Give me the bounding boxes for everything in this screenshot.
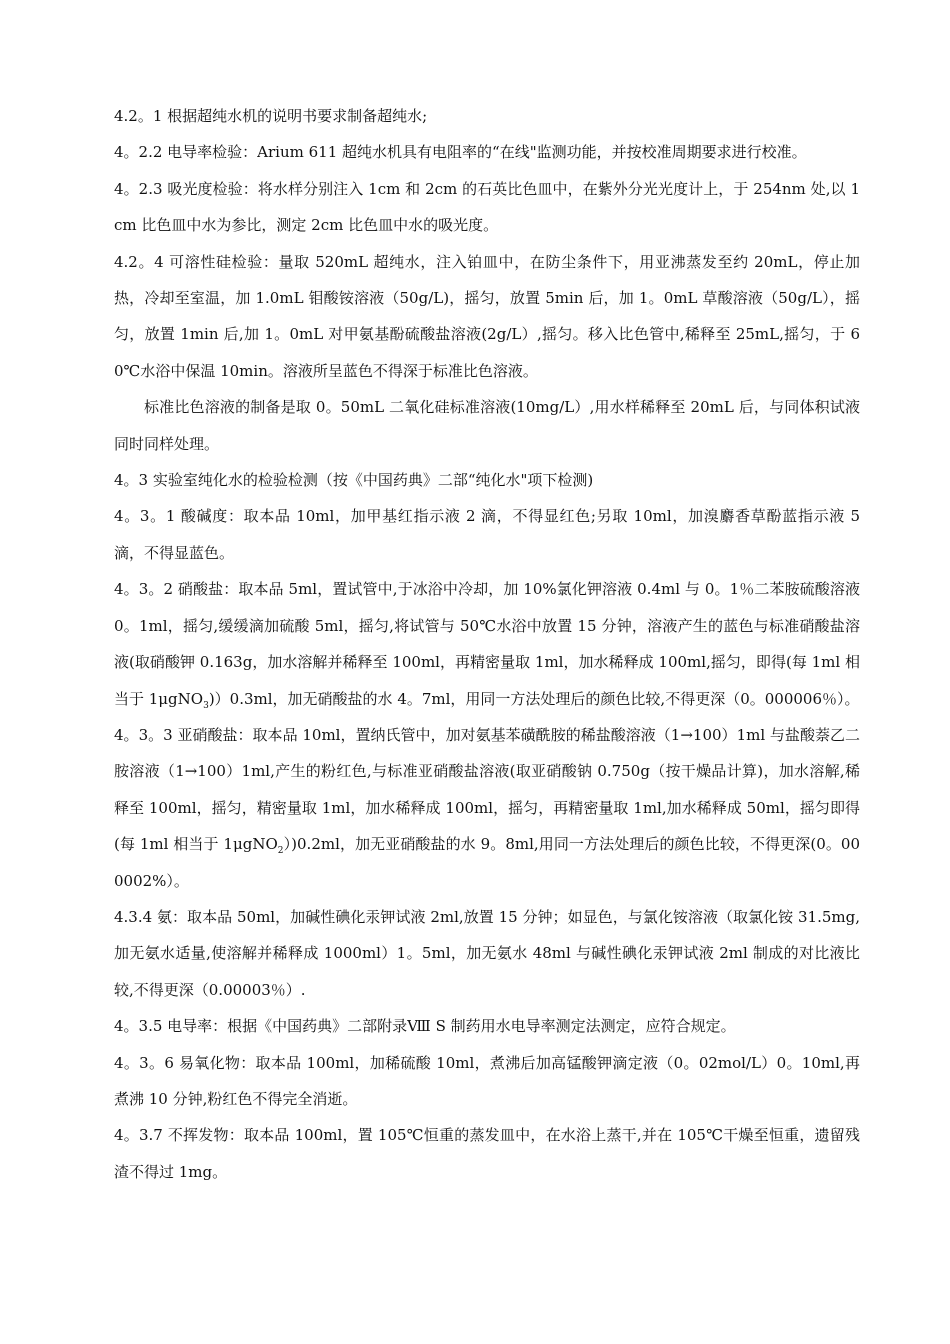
paragraph-4-3-2-part-b: )）0.3ml，加无硝酸盐的水 4。7ml，用同一方法处理后的颜色比较,不得更深（0。000006％）。 xyxy=(208,689,860,708)
paragraph-4-2-3: 4。2.3 吸光度检验：将水样分别注入 1cm 和 2cm 的石英比色皿中，在紫外分光光度计上，于 254nm 处,以 1cm 比色皿中水为参比，测定 2cm 比色皿中水的吸光度。 xyxy=(114,179,860,235)
paragraph-standard-solution: 标准比色溶液的制备是取 0。50mL 二氧化硅标准溶液(10mg/L）,用水样稀释至 20mL 后，与同体积试液同时同样处理。 xyxy=(114,398,860,453)
paragraph-4-3-3-part-b: ）)0.2ml，加无亚硝酸盐的水 9。8ml,用同一方法处理后的颜色比较，不得更深(0。000002%）。 xyxy=(114,835,860,890)
paragraph-4-3-2 xyxy=(114,571,860,717)
paragraph-4-3-heading: 4。3 实验室纯化水的检验检测（按《中国药典》二部“纯化水"项下检测) xyxy=(114,471,594,490)
paragraph-4-3-3 xyxy=(114,717,860,899)
paragraph-4-3-5: 4。3.5 电导率：根据《中国药典》二部附录Ⅷ S 制药用水电导率测定法测定，应符合规定。 xyxy=(114,1017,736,1036)
document-page xyxy=(114,98,860,1190)
paragraph-4-3-7: 4。3.7 不挥发物：取本品 100ml，置 105℃恒重的蒸发皿中，在水浴上蒸干,并在 105℃干燥至恒重，遗留残渣不得过 1mg。 xyxy=(114,1126,860,1181)
nitrate-subscript: 3 xyxy=(203,700,209,711)
paragraph-4-3-6: 4。3。6 易氧化物：取本品 100ml，加稀硫酸 10ml，煮沸后加高锰酸钾滴定液（0。02mol/L）0。10ml,再煮沸 10 分钟,粉红色不得完全消逝。 xyxy=(114,1053,860,1108)
paragraph-4-3-3-part-a: 4。3。3 亚硝酸盐：取本品 10ml，置纳氏管中，加对氨基苯磺酰胺的稀盐酸溶液（1→100）1ml 与盐酸萘乙二胺溶液（1→100）1ml,产生的粉红色,与标准亚硝酸盐溶液(取亚硝酸钠 0.750g（按干燥品计算)，加水溶解,稀释至 100ml，摇匀，精密量取 1ml，加水稀释成 100ml，摇匀，再精密量取 1ml,加水稀释成 50ml，摇匀即得(每 1ml 相当于 1μgNO xyxy=(114,725,860,854)
paragraph-4-3-2-part-a: 4。3。2 硝酸盐：取本品 5ml，置试管中,于冰浴中冷却，加 10%氯化钾溶液 0.4ml 与 0。1％二苯胺硫酸溶液 0。1ml，摇匀,缓缓滴加硫酸 5ml，摇匀,将试管与 50℃水浴中放置 15 分钟，溶液产生的蓝色与标准硝酸盐溶液(取硝酸钾 0.163g，加水溶解并稀释至 100ml，再精密量取 1ml，加水稀释成 100ml,摇匀，即得(每 1ml 相当于 1μgNO xyxy=(114,580,860,708)
paragraph-4-2-1: 4.2。1 根据超纯水机的说明书要求制备超纯水; xyxy=(114,107,428,125)
paragraph-4-2-4: 4.2。4 可溶性硅检验：量取 520mL 超纯水，注入铂皿中，在防尘条件下，用亚沸蒸发至约 20mL，停止加热，冷却至室温，加 1.0mL 钼酸铵溶液（50g/L)，摇匀，放置 5min 后，加 1。0mL 草酸溶液（50g/L），摇匀，放置 1min 后,加 1。0mL 对甲氨基酚硫酸盐溶液(2g/L）,摇匀。移入比色管中,稀释至 25mL,摇匀，于 60℃水浴中保温 10min。溶液所呈蓝色不得深于标准比色溶液。 xyxy=(114,252,860,380)
paragraph-4-2-2: 4。2.2 电导率检验：Arium 611 超纯水机具有电阻率的“在线"监测功能，并按校准周期要求进行校准。 xyxy=(114,143,807,162)
paragraph-4-3-4: 4.3.4 氨：取本品 50ml，加碱性碘化汞钾试液 2ml,放置 15 分钟；如显色，与氯化铵溶液（取氯化铵 31.5mg,加无氨水适量,使溶解并稀释成 1000ml）1。5ml，加无氨水 48ml 与碱性碘化汞钾试液 2ml 制成的对比液比较,不得更深（0.00003％）. xyxy=(114,907,860,999)
paragraph-4-3-1: 4。3。1 酸碱度：取本品 10ml，加甲基红指示液 2 滴，不得显红色;另取 10ml，加溴麝香草酚蓝指示液 5 滴，不得显蓝色。 xyxy=(114,507,860,562)
nitrite-subscript: 2 xyxy=(277,846,284,857)
